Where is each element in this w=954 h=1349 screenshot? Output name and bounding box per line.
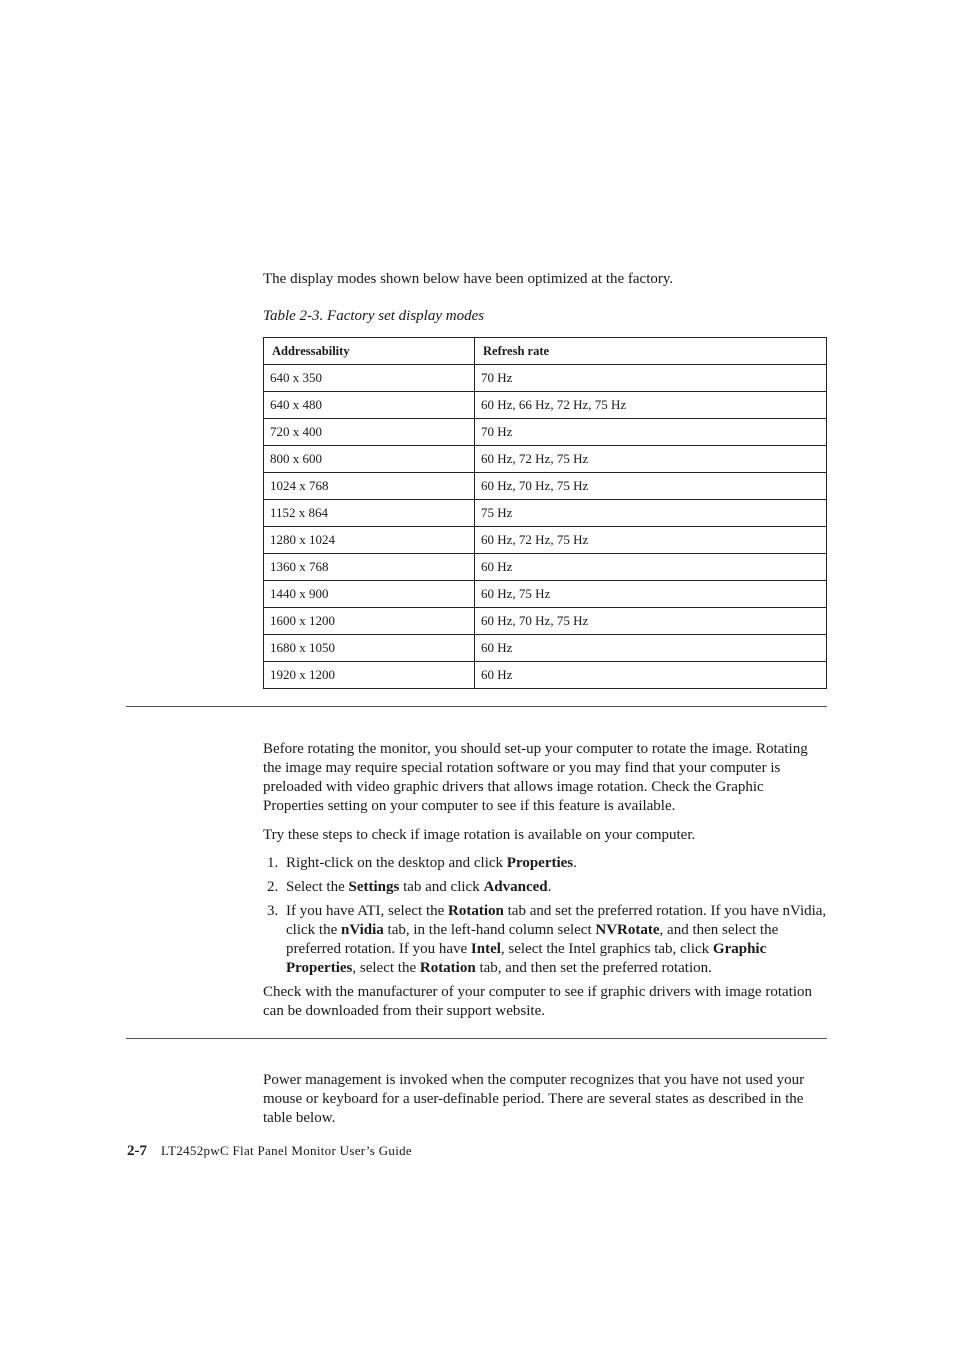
refresh-rate-cell: 60 Hz, 70 Hz, 75 Hz (475, 473, 827, 500)
step-number: 3. (267, 903, 279, 919)
addressability-cell: 720 x 400 (264, 419, 475, 446)
rotation-steps-list (263, 854, 828, 983)
addressability-cell: 800 x 600 (264, 446, 475, 473)
step-text: , select the (352, 960, 420, 976)
table-row (264, 392, 827, 419)
table-row (264, 500, 827, 527)
table-row (264, 554, 827, 581)
step-number: 2. (267, 879, 279, 895)
addressability-cell: 1600 x 1200 (264, 608, 475, 635)
table-caption: Table 2-3. Factory set display modes (263, 308, 485, 324)
graphic-properties-term: Graphic Properties (286, 941, 767, 976)
nvidia-term: nVidia (340, 922, 384, 938)
page-footer (127, 1143, 412, 1160)
step-text: If you have ATI, select the (286, 903, 449, 919)
table-row (264, 365, 827, 392)
advanced-term: Advanced (483, 879, 548, 895)
refresh-rate-cell: 60 Hz, 75 Hz (475, 581, 827, 608)
addressability-cell: 640 x 350 (264, 365, 475, 392)
addressability-cell: 1360 x 768 (264, 554, 475, 581)
step-text: Select the (286, 879, 349, 895)
table-row (264, 419, 827, 446)
table-row (264, 446, 827, 473)
refresh-rate-cell: 70 Hz (475, 419, 827, 446)
addressability-cell: 1680 x 1050 (264, 635, 475, 662)
step-text: tab and click (399, 879, 484, 895)
step-text: tab and set the preferred rotation. If you have nVidia, click the (286, 903, 827, 938)
refresh-rate-cell: 60 Hz, 72 Hz, 75 Hz (475, 446, 827, 473)
table-row (264, 662, 827, 689)
refresh-rate-cell: 60 Hz, 66 Hz, 72 Hz, 75 Hz (475, 392, 827, 419)
section-divider (126, 706, 827, 707)
step-text: . (573, 855, 577, 871)
table-row (264, 473, 827, 500)
settings-term: Settings (348, 879, 400, 895)
addressability-cell: 1024 x 768 (264, 473, 475, 500)
addressability-cell: 1440 x 900 (264, 581, 475, 608)
step-text: tab, in the left-hand column select (383, 922, 596, 938)
step-text: , and then select the preferred rotation. If you have (286, 922, 779, 957)
step-text: tab, and then set the preferred rotation. (475, 960, 712, 976)
refresh-rate-cell: 60 Hz, 70 Hz, 75 Hz (475, 608, 827, 635)
rotation-steps-intro: Try these steps to check if image rotation is available on your computer. (263, 827, 696, 843)
refresh-rate-cell: 70 Hz (475, 365, 827, 392)
properties-term: Properties (506, 855, 574, 871)
table-row (264, 608, 827, 635)
step-text: . (547, 879, 552, 895)
table-row (264, 581, 827, 608)
step-text: , select the Intel graphics tab, click (500, 941, 713, 957)
intro-paragraph: The display modes shown below have been optimized at the factory. (263, 271, 674, 287)
refresh-rate-cell: 60 Hz, 72 Hz, 75 Hz (475, 527, 827, 554)
rotation-term: Rotation (419, 960, 476, 976)
rotation-closing-paragraph: Check with the manufacturer of your computer to see if graphic drivers with image rotation can be downloaded from their support website. (263, 984, 812, 1019)
refresh-rate-cell: 60 Hz (475, 554, 827, 581)
list-item (263, 878, 828, 897)
rotation-term: Rotation (448, 903, 504, 919)
addressability-cell: 640 x 480 (264, 392, 475, 419)
rotation-paragraph: Before rotating the monitor, you should set-up your computer to rotate the image. Rotating the image may require special rotation software or you may find that your computer is preloaded with video graphic drivers that allows image rotation. Check the Graphic Properties setting on your computer to see if this feature is available. (263, 741, 808, 814)
refresh-rate-cell: 60 Hz (475, 635, 827, 662)
intel-term: Intel (470, 941, 501, 957)
refresh-rate-cell: 60 Hz (475, 662, 827, 689)
section-divider (126, 1038, 827, 1039)
list-item (263, 902, 828, 978)
table-row (264, 635, 827, 662)
table-header-row (264, 338, 827, 365)
addressability-cell: 1920 x 1200 (264, 662, 475, 689)
document-title: LT2452pwC Flat Panel Monitor User’s Guide (161, 1143, 412, 1158)
table-row (264, 527, 827, 554)
list-item (263, 854, 828, 873)
page-number: 2-7 (127, 1143, 147, 1159)
column-header-refresh-rate: Refresh rate (475, 338, 827, 365)
addressability-cell: 1280 x 1024 (264, 527, 475, 554)
step-text: Right-click on the desktop and click (286, 855, 507, 871)
column-header-addressability: Addressability (264, 338, 475, 365)
step-number: 1. (267, 855, 279, 871)
display-modes-table (263, 337, 827, 689)
nvrotate-term: NVRotate (595, 922, 660, 938)
addressability-cell: 1152 x 864 (264, 500, 475, 527)
refresh-rate-cell: 75 Hz (475, 500, 827, 527)
power-management-paragraph: Power management is invoked when the computer recognizes that you have not used your mouse or keyboard for a user-definable period. There are several states as described in the table below. (263, 1072, 805, 1126)
